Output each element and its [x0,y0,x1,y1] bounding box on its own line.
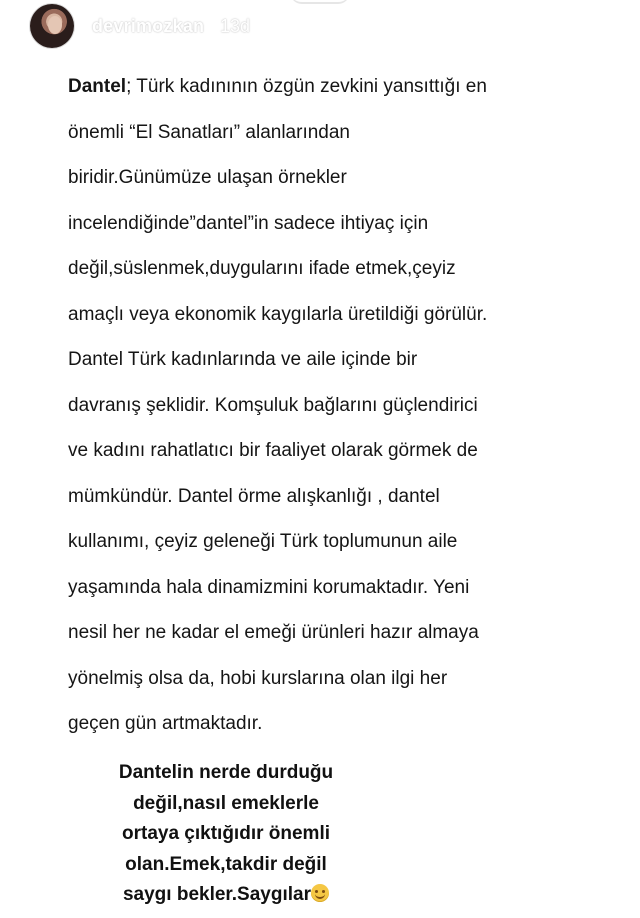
lead-word: Dantel [68,76,127,97]
body-line-10: mümkündür. Dantel örme alışkanlığı , dantel [68,485,440,507]
body-line-3: biridir.Günümüze ulaşan örnekler [68,167,347,188]
body-line-2: önemli “El Sanatları” alanlarından [68,121,350,143]
closing-line-5 [76,880,376,911]
closing-line-3: ortaya çıktığıdır önemli [122,823,330,844]
avatar-face [48,16,62,34]
smiling-face-icon [311,884,329,902]
body-line-8: davranış şeklidir. Komşuluk bağlarını güçlendirici [68,394,478,416]
avatar[interactable] [30,4,74,48]
closing-quote [76,758,376,911]
story-body-text [68,64,583,747]
story-header [0,0,640,58]
body-line-1-text: ; Türk kadınının özgün zevkini yansıttığı en [126,76,487,97]
closing-line-5-text: saygı bekler.Saygılar [122,884,311,905]
body-line-4: incelendiğinde”dantel”in sadece ihtiyaç için [68,212,429,234]
body-line-1 [68,64,583,110]
body-line-9: ve kadını rahatlatıcı bir faaliyet olarak görmek de [68,440,478,461]
username[interactable]: devrimozkan [92,16,205,36]
body-line-13: nesil her ne kadar el emeği ürünleri hazır almaya [68,622,479,643]
body-line-14: yönelmiş olsa da, hobi kurslarına olan ilgi her [68,667,448,689]
status-notch [290,0,350,4]
body-line-7: Dantel Türk kadınlarında ve aile içinde bir [68,349,418,370]
body-line-11: kullanımı, çeyiz geleneği Türk toplumunun aile [68,531,458,552]
closing-line-2: değil,nasıl emeklerle [133,792,319,814]
body-line-15: geçen gün artmaktadır. [68,713,263,734]
body-line-6: amaçlı veya ekonomik kaygılarla üretildiği görülür. [68,303,488,325]
body-line-12: yaşamında hala dinamizmini korumaktadır. Yeni [68,576,470,598]
post-time-ago: 13d [220,16,251,36]
closing-line-4: olan.Emek,takdir değil [125,853,327,875]
body-line-5: değil,süslenmek,duygularını ifade etmek,çeyiz [68,258,456,279]
closing-line-1: Dantelin nerde durduğu [118,762,334,783]
